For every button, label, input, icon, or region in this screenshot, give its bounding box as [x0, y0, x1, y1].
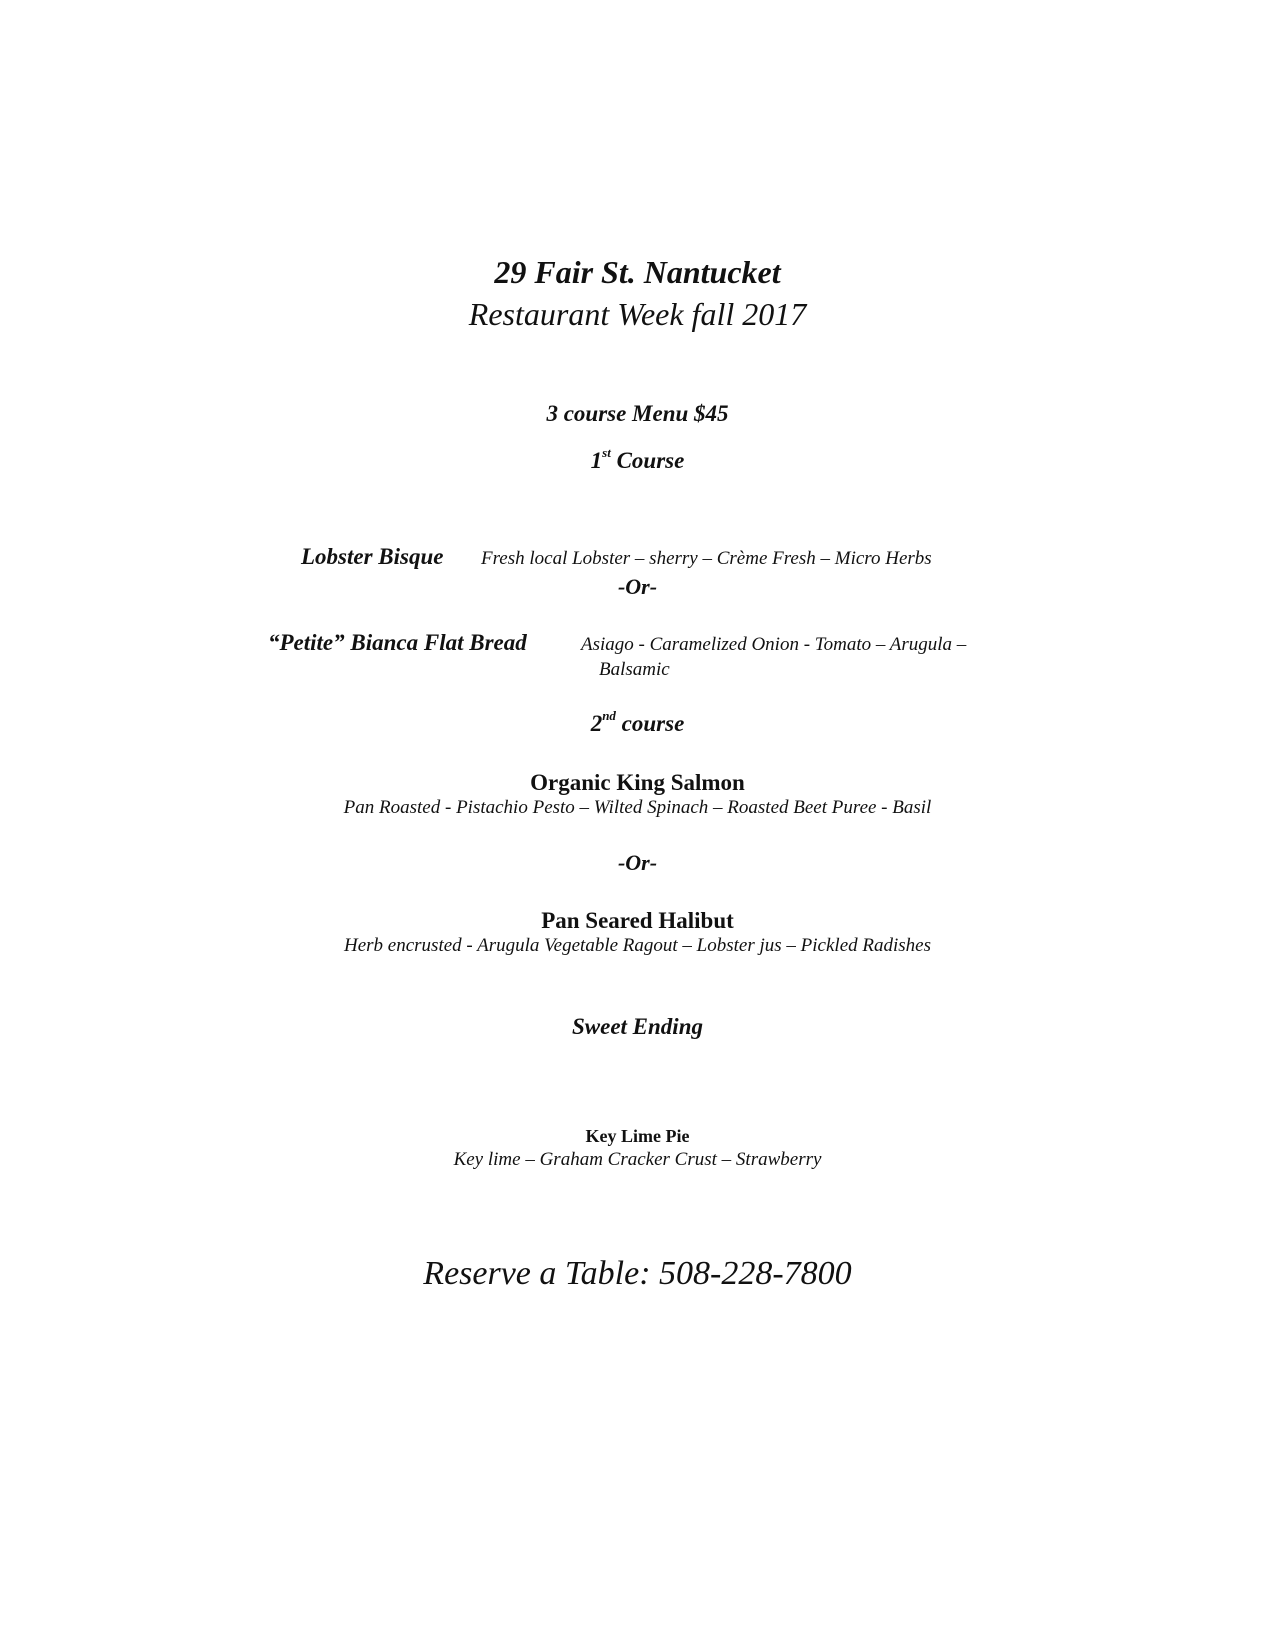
key-lime-pie-description: Key lime – Graham Cracker Crust – Strawberry: [453, 1149, 822, 1170]
second-course-heading: [0, 708, 1275, 736]
halibut-description: Herb encrusted - Arugula Vegetable Ragout – Lobster jus – Pickled Radishes: [344, 935, 931, 956]
flat-bread-description-line1: Asiago - Caramelized Onion - Tomato – Arugula –: [581, 634, 967, 655]
salmon-name: Organic King Salmon: [530, 770, 745, 795]
halibut-name: Pan Seared Halibut: [541, 908, 734, 933]
or-divider-second: -Or-: [617, 850, 658, 875]
second-course-number: 2: [590, 711, 603, 736]
second-course-label: course: [615, 711, 685, 736]
dessert-heading: Sweet Ending: [571, 1014, 703, 1039]
key-lime-pie-name: Key Lime Pie: [585, 1126, 690, 1146]
flat-bread-name: “Petite” Bianca Flat Bread: [268, 630, 527, 655]
or-divider-first: -Or-: [617, 574, 658, 599]
lobster-bisque-name: Lobster Bisque: [301, 544, 444, 569]
first-course-number: 1: [590, 448, 603, 473]
reserve-phone: Reserve a Table: 508-228-7800: [423, 1255, 852, 1292]
restaurant-title: 29 Fair St. Nantucket: [494, 254, 781, 290]
first-course-heading: [0, 445, 1275, 473]
salmon-description: Pan Roasted - Pistachio Pesto – Wilted Spinach – Roasted Beet Puree - Basil: [343, 797, 932, 818]
first-course-label: Course: [610, 448, 685, 473]
first-course-suffix: st: [602, 445, 611, 461]
lobster-bisque-description: Fresh local Lobster – sherry – Crème Fresh – Micro Herbs: [481, 548, 932, 569]
menu-price: 3 course Menu $45: [546, 401, 729, 426]
flat-bread-description-line2: Balsamic: [599, 659, 670, 680]
event-subtitle: Restaurant Week fall 2017: [468, 296, 807, 332]
second-course-suffix: nd: [602, 708, 616, 724]
